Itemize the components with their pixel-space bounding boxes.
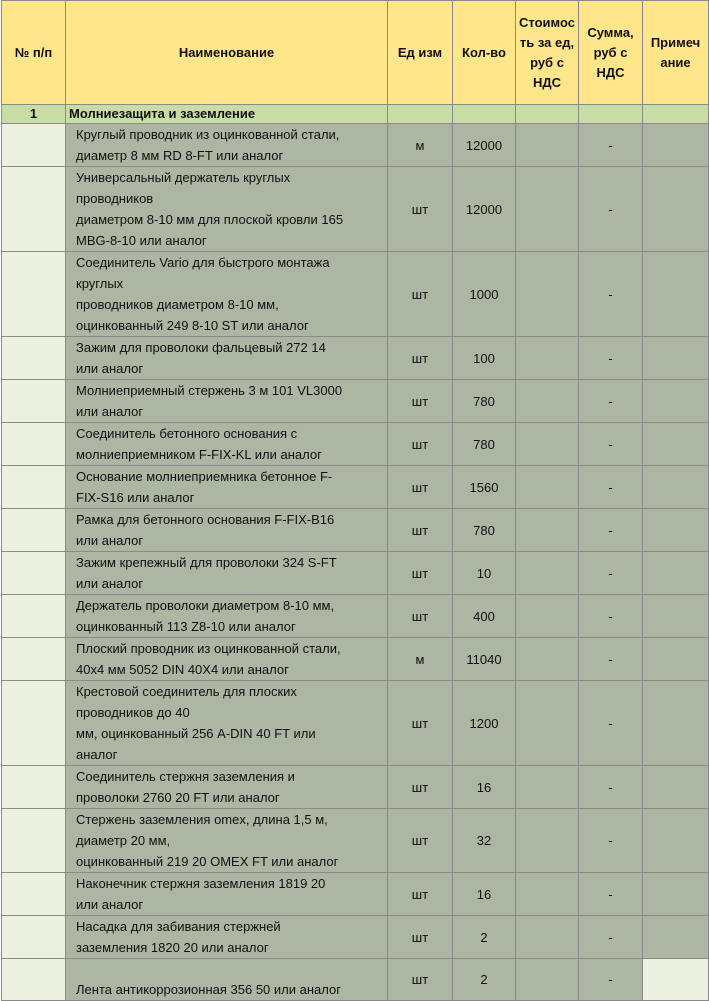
row-price-cell [516, 681, 579, 766]
row-note-cell [643, 167, 709, 252]
header-note: Примеч ание [643, 1, 709, 105]
row-sum-cell: - [579, 809, 643, 873]
header-row [2, 1, 709, 105]
row-price-cell [516, 809, 579, 873]
row-qty-cell: 10 [453, 552, 516, 595]
table-row [2, 595, 709, 638]
header-name: Наименование [66, 1, 388, 105]
row-unit-cell: шт [388, 252, 453, 337]
table-row [2, 252, 709, 337]
row-name-cell: Молниеприемный стержень 3 м 101 VL3000 или аналог [66, 380, 388, 423]
table-row [2, 380, 709, 423]
row-unit-cell: шт [388, 809, 453, 873]
row-sum-cell: - [579, 873, 643, 916]
table-row [2, 509, 709, 552]
row-name-cell: Рамка для бетонного основания F-FIX-B16 или аналог [66, 509, 388, 552]
row-unit-cell: м [388, 124, 453, 167]
row-unit-cell: шт [388, 766, 453, 809]
row-sum-cell: - [579, 638, 643, 681]
header-num: № п/п [2, 1, 66, 105]
row-price-cell [516, 252, 579, 337]
table-row [2, 809, 709, 873]
row-name-cell: Наконечник стержня заземления 1819 20 или аналог [66, 873, 388, 916]
row-num-cell [2, 681, 66, 766]
row-note-cell [643, 638, 709, 681]
section-cell [388, 105, 453, 124]
section-num: 1 [2, 105, 66, 124]
table-row [2, 638, 709, 681]
table-row [2, 681, 709, 766]
header-unit: Ед изм [388, 1, 453, 105]
row-qty-cell: 32 [453, 809, 516, 873]
row-name-cell: Лента антикоррозионная 356 50 или аналог [66, 959, 388, 1001]
row-unit-cell: шт [388, 337, 453, 380]
row-qty-cell: 12000 [453, 124, 516, 167]
row-sum-cell: - [579, 423, 643, 466]
row-unit-cell: шт [388, 959, 453, 1001]
row-note-cell [643, 595, 709, 638]
row-note-cell [643, 124, 709, 167]
row-price-cell [516, 959, 579, 1001]
row-num-cell [2, 423, 66, 466]
row-price-cell [516, 766, 579, 809]
row-note-cell [643, 380, 709, 423]
row-note-cell [643, 337, 709, 380]
row-price-cell [516, 466, 579, 509]
row-sum-cell: - [579, 380, 643, 423]
row-unit-cell: шт [388, 916, 453, 959]
row-unit-cell: шт [388, 509, 453, 552]
table-row [2, 124, 709, 167]
row-unit-cell: м [388, 638, 453, 681]
row-num-cell [2, 509, 66, 552]
section-cell [643, 105, 709, 124]
row-num-cell [2, 766, 66, 809]
section-cell [516, 105, 579, 124]
row-unit-cell: шт [388, 873, 453, 916]
row-sum-cell: - [579, 916, 643, 959]
row-note-cell [643, 809, 709, 873]
section-row [2, 105, 709, 124]
row-num-cell [2, 124, 66, 167]
row-unit-cell: шт [388, 167, 453, 252]
row-name-cell: Универсальный держатель круглых проводников диаметром 8-10 мм для плоской кровли 165 MBG-8-10 или аналог [66, 167, 388, 252]
row-note-cell [643, 766, 709, 809]
row-name-cell: Плоский проводник из оцинкованной стали, 40х4 мм 5052 DIN 40X4 или аналог [66, 638, 388, 681]
table-row [2, 873, 709, 916]
row-sum-cell: - [579, 959, 643, 1001]
row-sum-cell: - [579, 337, 643, 380]
row-num-cell [2, 552, 66, 595]
row-note-cell [643, 423, 709, 466]
table-row [2, 337, 709, 380]
row-price-cell [516, 916, 579, 959]
row-num-cell [2, 873, 66, 916]
row-num-cell [2, 380, 66, 423]
row-name-cell: Зажим крепежный для проволоки 324 S-FT или аналог [66, 552, 388, 595]
row-unit-cell: шт [388, 423, 453, 466]
row-qty-cell: 780 [453, 509, 516, 552]
row-price-cell [516, 380, 579, 423]
row-qty-cell: 780 [453, 380, 516, 423]
row-unit-cell: шт [388, 681, 453, 766]
row-sum-cell: - [579, 552, 643, 595]
row-note-cell [643, 873, 709, 916]
row-name-cell: Основание молниеприемника бетонное F- FIX-S16 или аналог [66, 466, 388, 509]
row-num-cell [2, 809, 66, 873]
row-sum-cell: - [579, 595, 643, 638]
row-qty-cell: 100 [453, 337, 516, 380]
header-sum: Сумма, руб с НДС [579, 1, 643, 105]
row-num-cell [2, 595, 66, 638]
row-note-cell [643, 916, 709, 959]
row-sum-cell: - [579, 167, 643, 252]
row-name-cell: Насадка для забивания стержней заземления 1820 20 или аналог [66, 916, 388, 959]
table-row [2, 552, 709, 595]
row-num-cell [2, 959, 66, 1001]
table-row [2, 766, 709, 809]
row-price-cell [516, 124, 579, 167]
row-note-cell [643, 509, 709, 552]
row-name-cell: Круглый проводник из оцинкованной стали, диаметр 8 мм RD 8-FT или аналог [66, 124, 388, 167]
row-sum-cell: - [579, 509, 643, 552]
row-num-cell [2, 638, 66, 681]
row-unit-cell: шт [388, 595, 453, 638]
row-note-cell [643, 552, 709, 595]
row-num-cell [2, 252, 66, 337]
row-qty-cell: 12000 [453, 167, 516, 252]
row-sum-cell: - [579, 124, 643, 167]
row-qty-cell: 16 [453, 766, 516, 809]
row-qty-cell: 400 [453, 595, 516, 638]
row-qty-cell: 2 [453, 959, 516, 1001]
row-name-cell: Соединитель стержня заземления и проволоки 2760 20 FT или аналог [66, 766, 388, 809]
row-sum-cell: - [579, 252, 643, 337]
row-price-cell [516, 552, 579, 595]
row-num-cell [2, 337, 66, 380]
header-qty: Кол-во [453, 1, 516, 105]
row-qty-cell: 780 [453, 423, 516, 466]
row-unit-cell: шт [388, 552, 453, 595]
section-cell [579, 105, 643, 124]
section-title: Молниезащита и заземление [66, 105, 388, 124]
row-name-cell: Соединитель бетонного основания с молниеприемником F-FIX-KL или аналог [66, 423, 388, 466]
row-name-cell: Крестовой соединитель для плоских проводников до 40 мм, оцинкованный 256 A-DIN 40 FT или аналог [66, 681, 388, 766]
table-row [2, 466, 709, 509]
row-price-cell [516, 509, 579, 552]
row-num-cell [2, 916, 66, 959]
row-name-cell: Стержень заземления omex, длина 1,5 м, диаметр 20 мм, оцинкованный 219 20 OMEX FT или аналог [66, 809, 388, 873]
row-sum-cell: - [579, 681, 643, 766]
row-qty-cell: 16 [453, 873, 516, 916]
specification-table [1, 0, 709, 1001]
row-price-cell [516, 423, 579, 466]
row-sum-cell: - [579, 766, 643, 809]
row-qty-cell: 1200 [453, 681, 516, 766]
row-name-cell: Соединитель Vario для быстрого монтажа круглых проводников диаметром 8-10 мм, оцинкованный 249 8-10 ST или аналог [66, 252, 388, 337]
row-num-cell [2, 466, 66, 509]
row-price-cell [516, 167, 579, 252]
row-unit-cell: шт [388, 380, 453, 423]
table-row [2, 916, 709, 959]
row-unit-cell: шт [388, 466, 453, 509]
row-sum-cell: - [579, 466, 643, 509]
row-name-cell: Держатель проволоки диаметром 8-10 мм, оцинкованный 113 Z8-10 или аналог [66, 595, 388, 638]
row-name-cell: Зажим для проволоки фальцевый 272 14 или аналог [66, 337, 388, 380]
row-note-cell [643, 959, 709, 1001]
row-num-cell [2, 167, 66, 252]
row-price-cell [516, 873, 579, 916]
row-note-cell [643, 466, 709, 509]
row-qty-cell: 1000 [453, 252, 516, 337]
row-price-cell [516, 638, 579, 681]
row-note-cell [643, 681, 709, 766]
table-row [2, 167, 709, 252]
section-cell [453, 105, 516, 124]
row-price-cell [516, 595, 579, 638]
header-price: Стоимос ть за ед, руб с НДС [516, 1, 579, 105]
row-qty-cell: 2 [453, 916, 516, 959]
row-price-cell [516, 337, 579, 380]
row-qty-cell: 11040 [453, 638, 516, 681]
row-qty-cell: 1560 [453, 466, 516, 509]
table-row [2, 423, 709, 466]
row-note-cell [643, 252, 709, 337]
table-row [2, 959, 709, 1001]
